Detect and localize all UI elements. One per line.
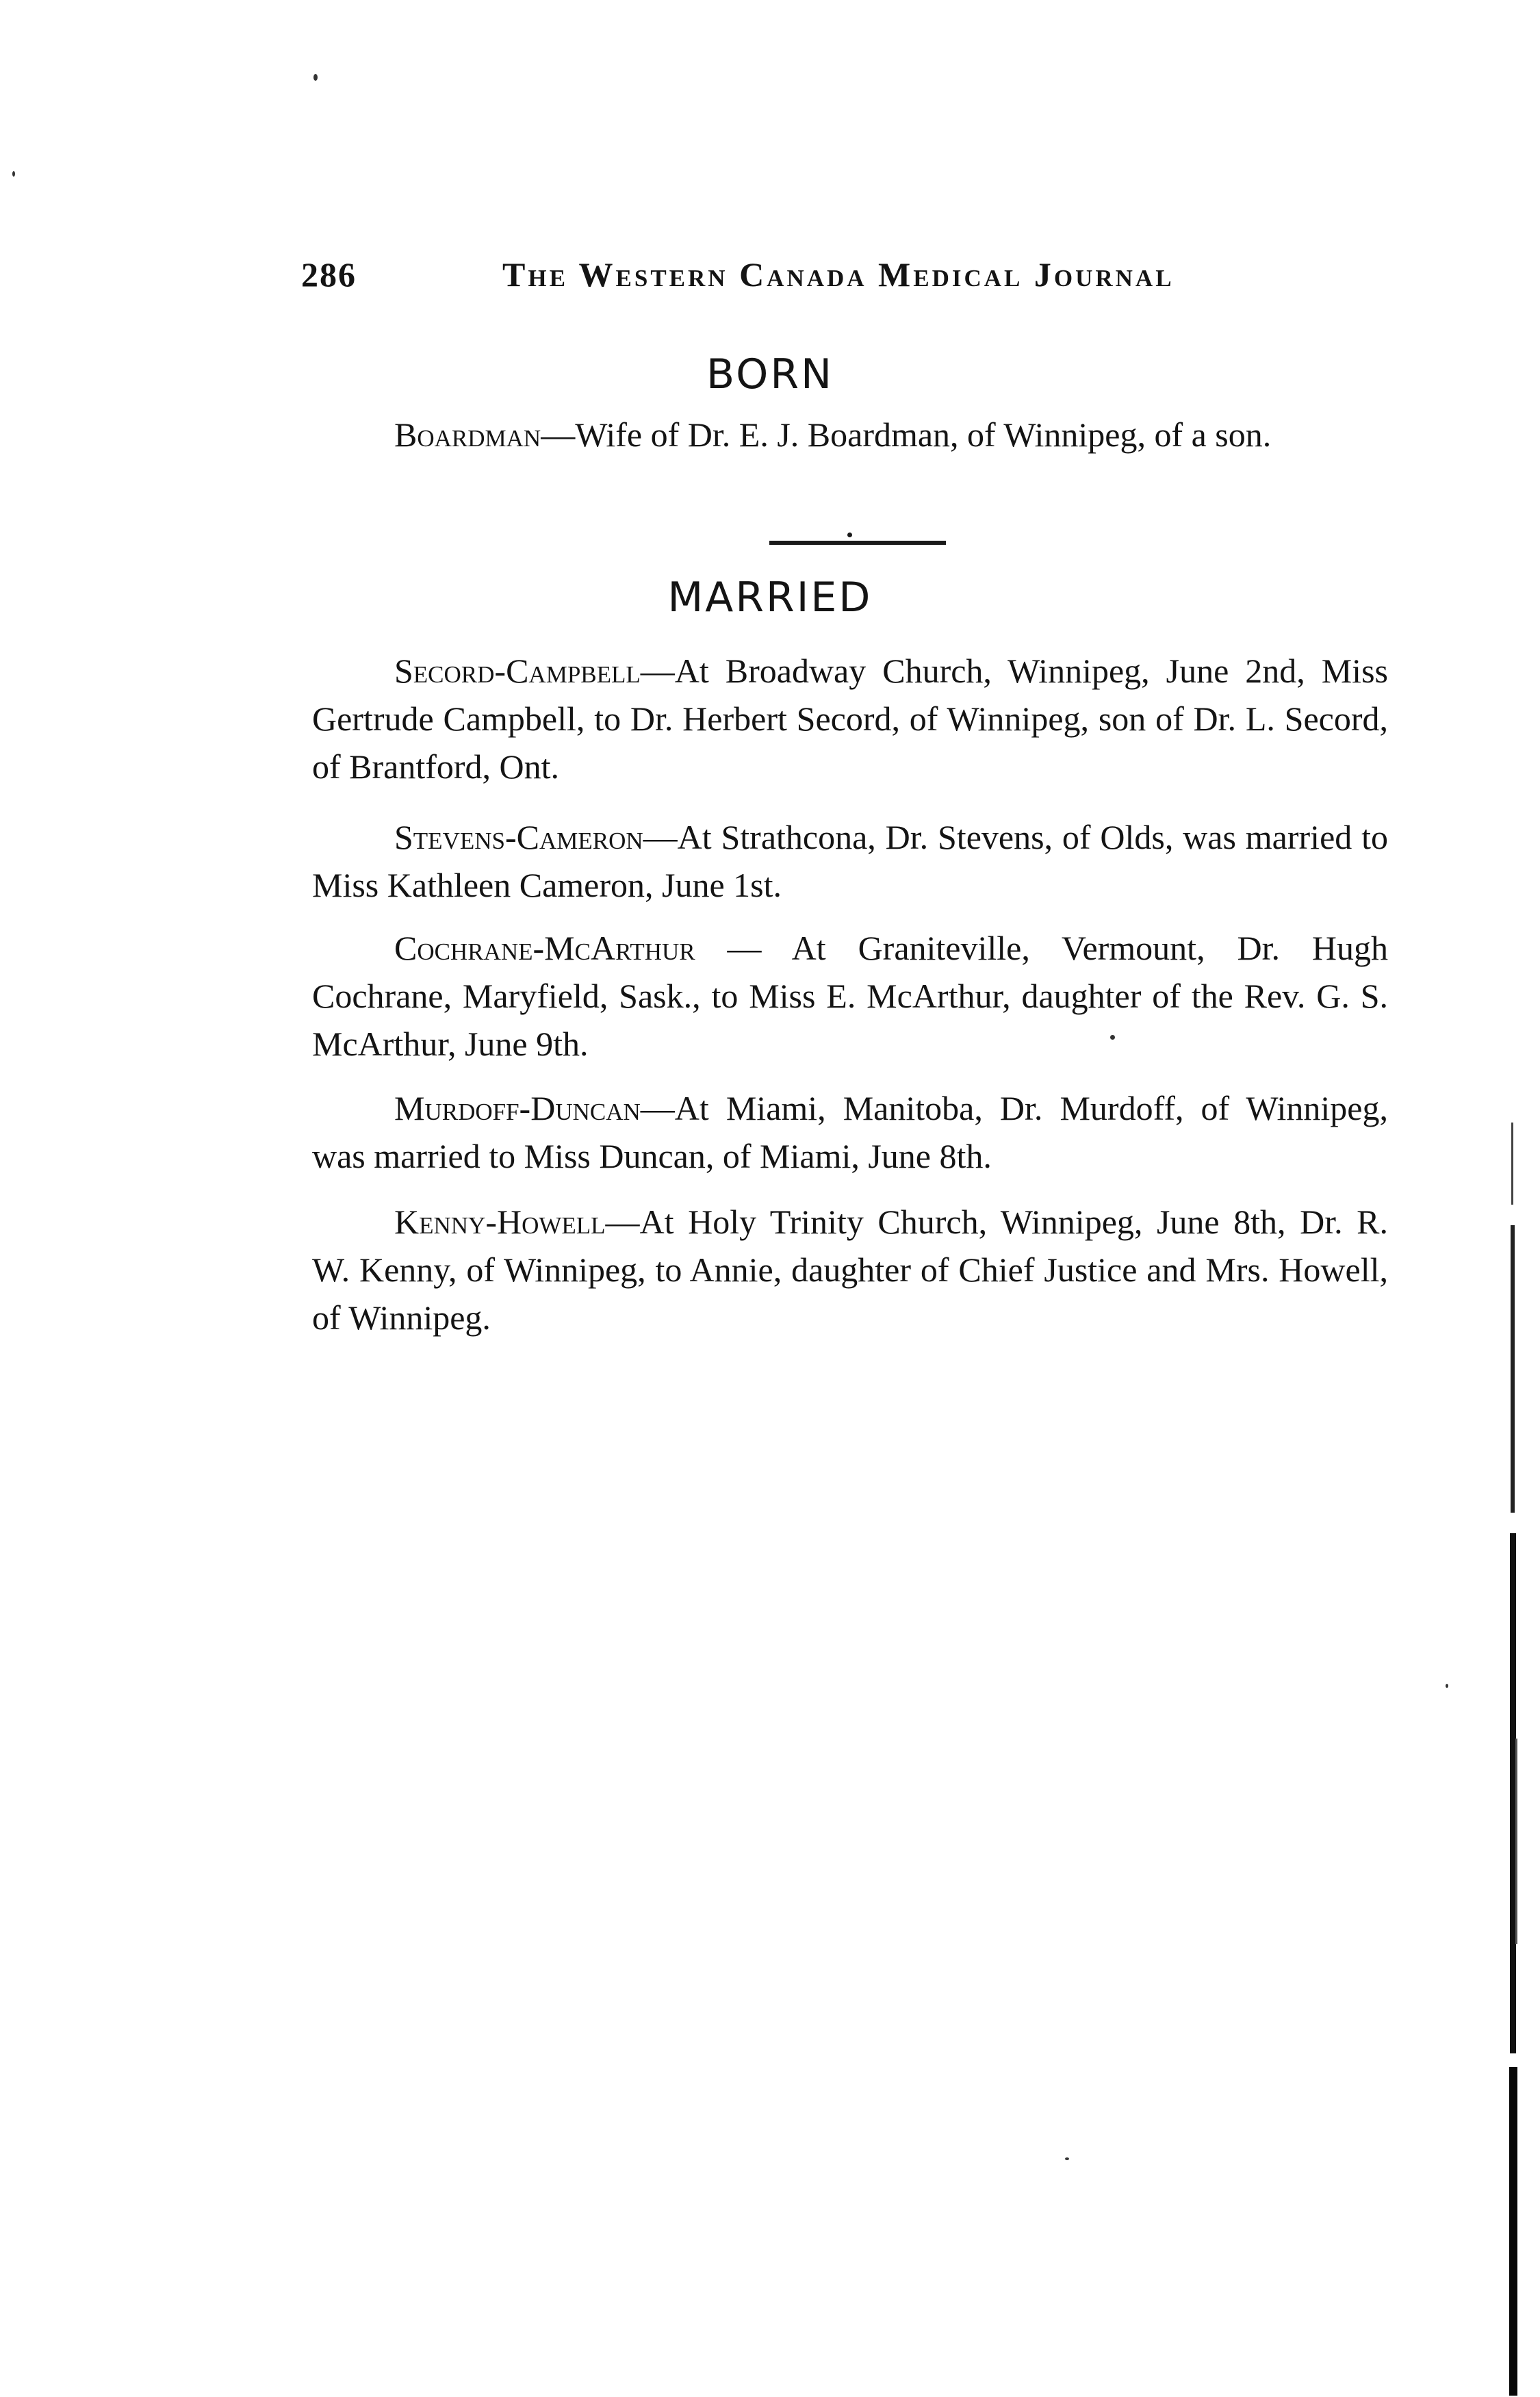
scan-speck (1446, 1684, 1448, 1688)
married-entry (312, 1084, 1388, 1180)
entry-name: Kenny-Howell (394, 1203, 606, 1241)
entry-text: —At Broadway Church, Winnipeg, June 2nd, Miss Gertrude Campbell, to Dr. Herbert Secord, of Winnipeg, son of Dr. L. Secord, of Brantford, Ont. (312, 652, 1388, 786)
binding-edge-shadow (1509, 1123, 1519, 2396)
married-heading: MARRIED (667, 574, 873, 621)
entry-name: Secord-Campbell (394, 652, 641, 690)
entry-name: Cochrane-McArthur (394, 929, 695, 967)
born-heading: BORN (706, 350, 834, 398)
page-number: 286 (301, 255, 357, 294)
married-entry (312, 813, 1388, 909)
born-entry (312, 411, 1388, 459)
scan-speck (1065, 2157, 1069, 2160)
married-entry (312, 924, 1388, 1068)
entry-text: — At Graniteville, Vermount, Dr. Hugh Cochrane, Maryfield, Sask., to Miss E. McArthur, daughter of the Rev. G. S. McArthur, June 9th. (312, 929, 1388, 1063)
entry-text: —At Miami, Manitoba, Dr. Murdoff, of Winnipeg, was married to Miss Duncan, of Miami, June 8th. (312, 1089, 1388, 1175)
married-entry (312, 1198, 1388, 1342)
entry-text: —At Strathcona, Dr. Stevens, of Olds, was married to Miss Kathleen Cameron, June 1st. (312, 818, 1388, 904)
scan-speck (12, 171, 15, 177)
divider-dot (847, 533, 852, 537)
entry-text: —At Holy Trinity Church, Winnipeg, June 8th, Dr. R. W. Kenny, of Winnipeg, to Annie, daughter of Chief Justice and Mrs. Howell, of Winnipeg. (312, 1203, 1388, 1337)
entry-name: Stevens-Cameron (394, 818, 643, 856)
entry-text: —Wife of Dr. E. J. Boardman, of Winnipeg, of a son. (541, 415, 1272, 454)
section-divider (769, 541, 946, 545)
journal-title: The Western Canada Medical Journal (502, 255, 1175, 294)
married-entry (312, 647, 1388, 791)
entry-name: Murdoff-Duncan (394, 1089, 641, 1127)
entry-name: Boardman (394, 415, 541, 454)
scan-speck (1110, 1035, 1115, 1040)
scan-speck (313, 74, 318, 81)
